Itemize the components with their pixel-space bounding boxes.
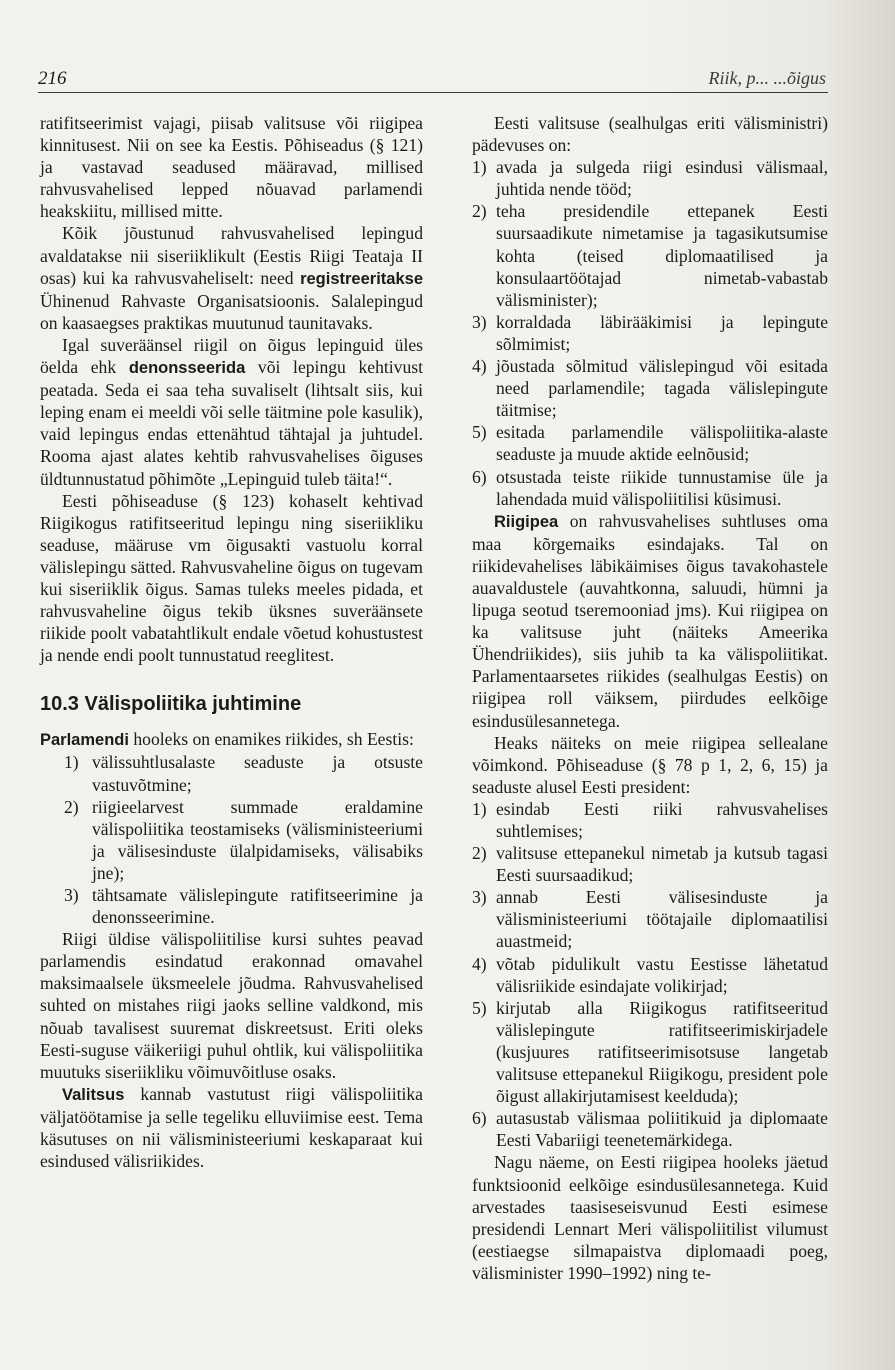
bold-term: Riigipea — [494, 512, 559, 531]
bold-term: registreeritakse — [300, 269, 423, 288]
list-item: 1) avada ja sulgeda riigi esindusi välismaal, juhtida nende tööd; — [472, 157, 828, 200]
list-item: 4) jõustada sõlmitud välislepingud või esitada need parlamendile; tagada välislepingute täitmise; — [472, 356, 828, 421]
right-column — [472, 112, 828, 1284]
list-item: 3) korraldada läbirääkimisi ja lepingute sõlmimist; — [472, 311, 828, 354]
page-header — [38, 66, 828, 93]
list-item: 2) valitsuse ettepanekul nimetab ja kutsub tagasi Eesti suursaadikud; — [472, 843, 828, 886]
bold-term: Parlamendi — [40, 731, 129, 750]
list-item: 6) autasustab välismaa poliitikuid ja diplomaate Eesti Vabariigi teenetemärkidega. — [472, 1108, 828, 1151]
paragraph: Eesti põhiseaduse (§ 123) kohaselt kehtivad Riigikogus ratifitseeritud lepingu ning siseriikliku seaduse, määruse vm õigusakti vastuolu korral välislepingu sätted. Rahvusvaheline õigus on tugevam kui siseriiklik õigus. Samas tuleks meeles pidada, et rahvusvaheline õigus tekib üksnes suveräänsete riikide poolt vabatahtlikult endale võetud kohustustest ja nende endi poolt tunnustatud reeglitest. — [40, 490, 423, 666]
paragraph: Riigipea on rahvusvahelises suhtluses oma maa kõrgemaiks esindajaks. Tal on riikidevahelises läbikäimises õigus tavakohastele auavaldustele (auvahtkonna, saluudi, hümni ja lipuga seotud tseremooniad jms). Kui riigipea on ka valitsuse juht (näiteks Ameerika Ühendriikides), siis juhib ta ka välispoliitikat. Parlamentaarsetes riikides (sealhulgas Eestis) on riigipea roll väiksem, piirdudes eelkõige esindusülesannetega. — [472, 510, 828, 731]
list-item: 5) kirjutab alla Riigikogus ratifitseeritud välislepingute ratifitseerimiskirjadele (kusjuures ratifitseerimisotsuse langetab valitsuse ettepanekul Riigikogu, president pole õigust allakirjutamisest keelduda); — [472, 997, 828, 1107]
bold-term: Valitsus — [62, 1085, 125, 1104]
list-item: 3) annab Eesti välisesinduste ja välisministeeriumi töötajaile diplomaatilisi auastmeid; — [472, 887, 828, 952]
list-item: 1) välissuhtlusalaste seaduste ja otsuste vastuvõtmine; — [64, 752, 423, 795]
paragraph: Parlamendi hooleks on enamikes riikides, sh Eestis: — [40, 729, 414, 750]
list-item: 3) tähtsamate välislepingute ratifitseerimine ja denonsseerimine. — [64, 885, 423, 928]
paragraph: Riigi üldise välispoliitilise kursi suhtes peavad parlamendis esindatud erakonnad omavahel maksimaalsele üksmeelele jõudma. Rahvusvahelised suhted on mistahes riigi jaoks selline valdkond, mis nõuab tavalisest suuremat diskreetsust. Eriti oleks Eesti-suguse väikeriigi puhul ohtlik, kui välispoliitika muutuks siseriikliku võimuvõitluse osaks. — [40, 929, 423, 1082]
page-number: 216 — [38, 68, 67, 89]
paragraph: Eesti valitsuse (sealhulgas eriti välisministri) pädevuses on: — [472, 113, 828, 156]
president-duties-list — [472, 798, 828, 1152]
bold-term: denonsseerida — [128, 359, 246, 378]
list-item: 6) otsustada teiste riikide tunnustamise üle ja lahendada muid välispoliitilisi küsimusi. — [472, 466, 828, 509]
running-head: Riik, p... ...õigus — [708, 68, 826, 88]
list-item: 1) esindab Eesti riiki rahvusvahelises suhtlemises; — [472, 798, 828, 841]
list-item: 5) esitada parlamendile välispoliitika-alaste seaduste ja muude aktide eelnõusid; — [472, 422, 828, 465]
list-item: 4) võtab pidulikult vastu Eestisse lähetatud välisriikide esindajate volikirjad; — [472, 953, 828, 996]
paragraph: Heaks näiteks on meie riigipea sellealane võimkond. Põhiseaduse (§ 78 p 1, 2, 6, 15) ja seaduste alusel Eesti president: — [472, 732, 828, 797]
paragraph: Kõik jõustunud rahvusvahelised lepingud avaldatakse nii siseriiklikult (Eestis Riigi Teataja II osas) kui ka rahvusvaheliselt: need registreeritakse Ühinenud Rahvaste Organisatsioonis. Salalepingud on kaasaegses praktikas muutunud taunitavaks. — [40, 223, 423, 333]
list-item: 2) teha presidendile ettepanek Eesti suursaadikute nimetamise ja tagasikutsumise kohta (teised diplomaatilised ja konsulaartöötajad nimetab-vabastab välisminister); — [472, 201, 828, 310]
section-heading: 10.3 Välispoliitika juhtimine — [40, 693, 302, 716]
paragraph: Igal suveräänsel riigil on õigus lepinguid üles öelda ehk denonsseerida või lepingu kehtivust peatada. Seda ei saa teha suvaliselt (lihtsalt siis, kui leping enam ei meeldi või selle täitmine pole kasulik), vaid lepingus endas ettenähtud tähtajal ja juhtudel. Rooma ajast alates kehtib rahvusvahelises õiguses üldtunnustatud põhimõte „Lepinguid tuleb täita!“. — [40, 334, 423, 489]
paragraph: Valitsus kannab vastutust riigi välispoliitika väljatöötamise ja selle tegeliku elluviimise eest. Tema käsutuses on nii välisministeeriumi keskaparaat kui esindused välisriikides. — [40, 1083, 423, 1172]
paragraph: Nagu näeme, on Eesti riigipea hooleks jäetud funktsioonid eelkõige esindusülesannetega. Kuid arvestades taasiseseisvunud Eesti esimese presidendi Lennart Meri välispoliitilist vilumust (eestiaegse silmapaistva diplomaadi poeg, välisminister 1990–1992) ning te- — [472, 1152, 828, 1283]
list-item: 2) riigieelarvest summade eraldamine välispoliitika teostamiseks (välisministeeriumi ja välisesinduste ülalpidamiseks, välisabiks jne); — [64, 796, 423, 883]
parliament-duties-list — [40, 751, 423, 928]
paragraph: ratifitseerimist vajagi, piisab valitsuse või riigipea kinnitusest. Nii on see ka Eestis. Põhiseadus (§ 121) ja vastavad seadused määravad, millised rahvusvahelised lepped nõuavad parlamendi heakskiitu, millised mitte. — [40, 113, 423, 222]
government-duties-list — [472, 156, 828, 510]
left-column — [40, 112, 423, 1172]
